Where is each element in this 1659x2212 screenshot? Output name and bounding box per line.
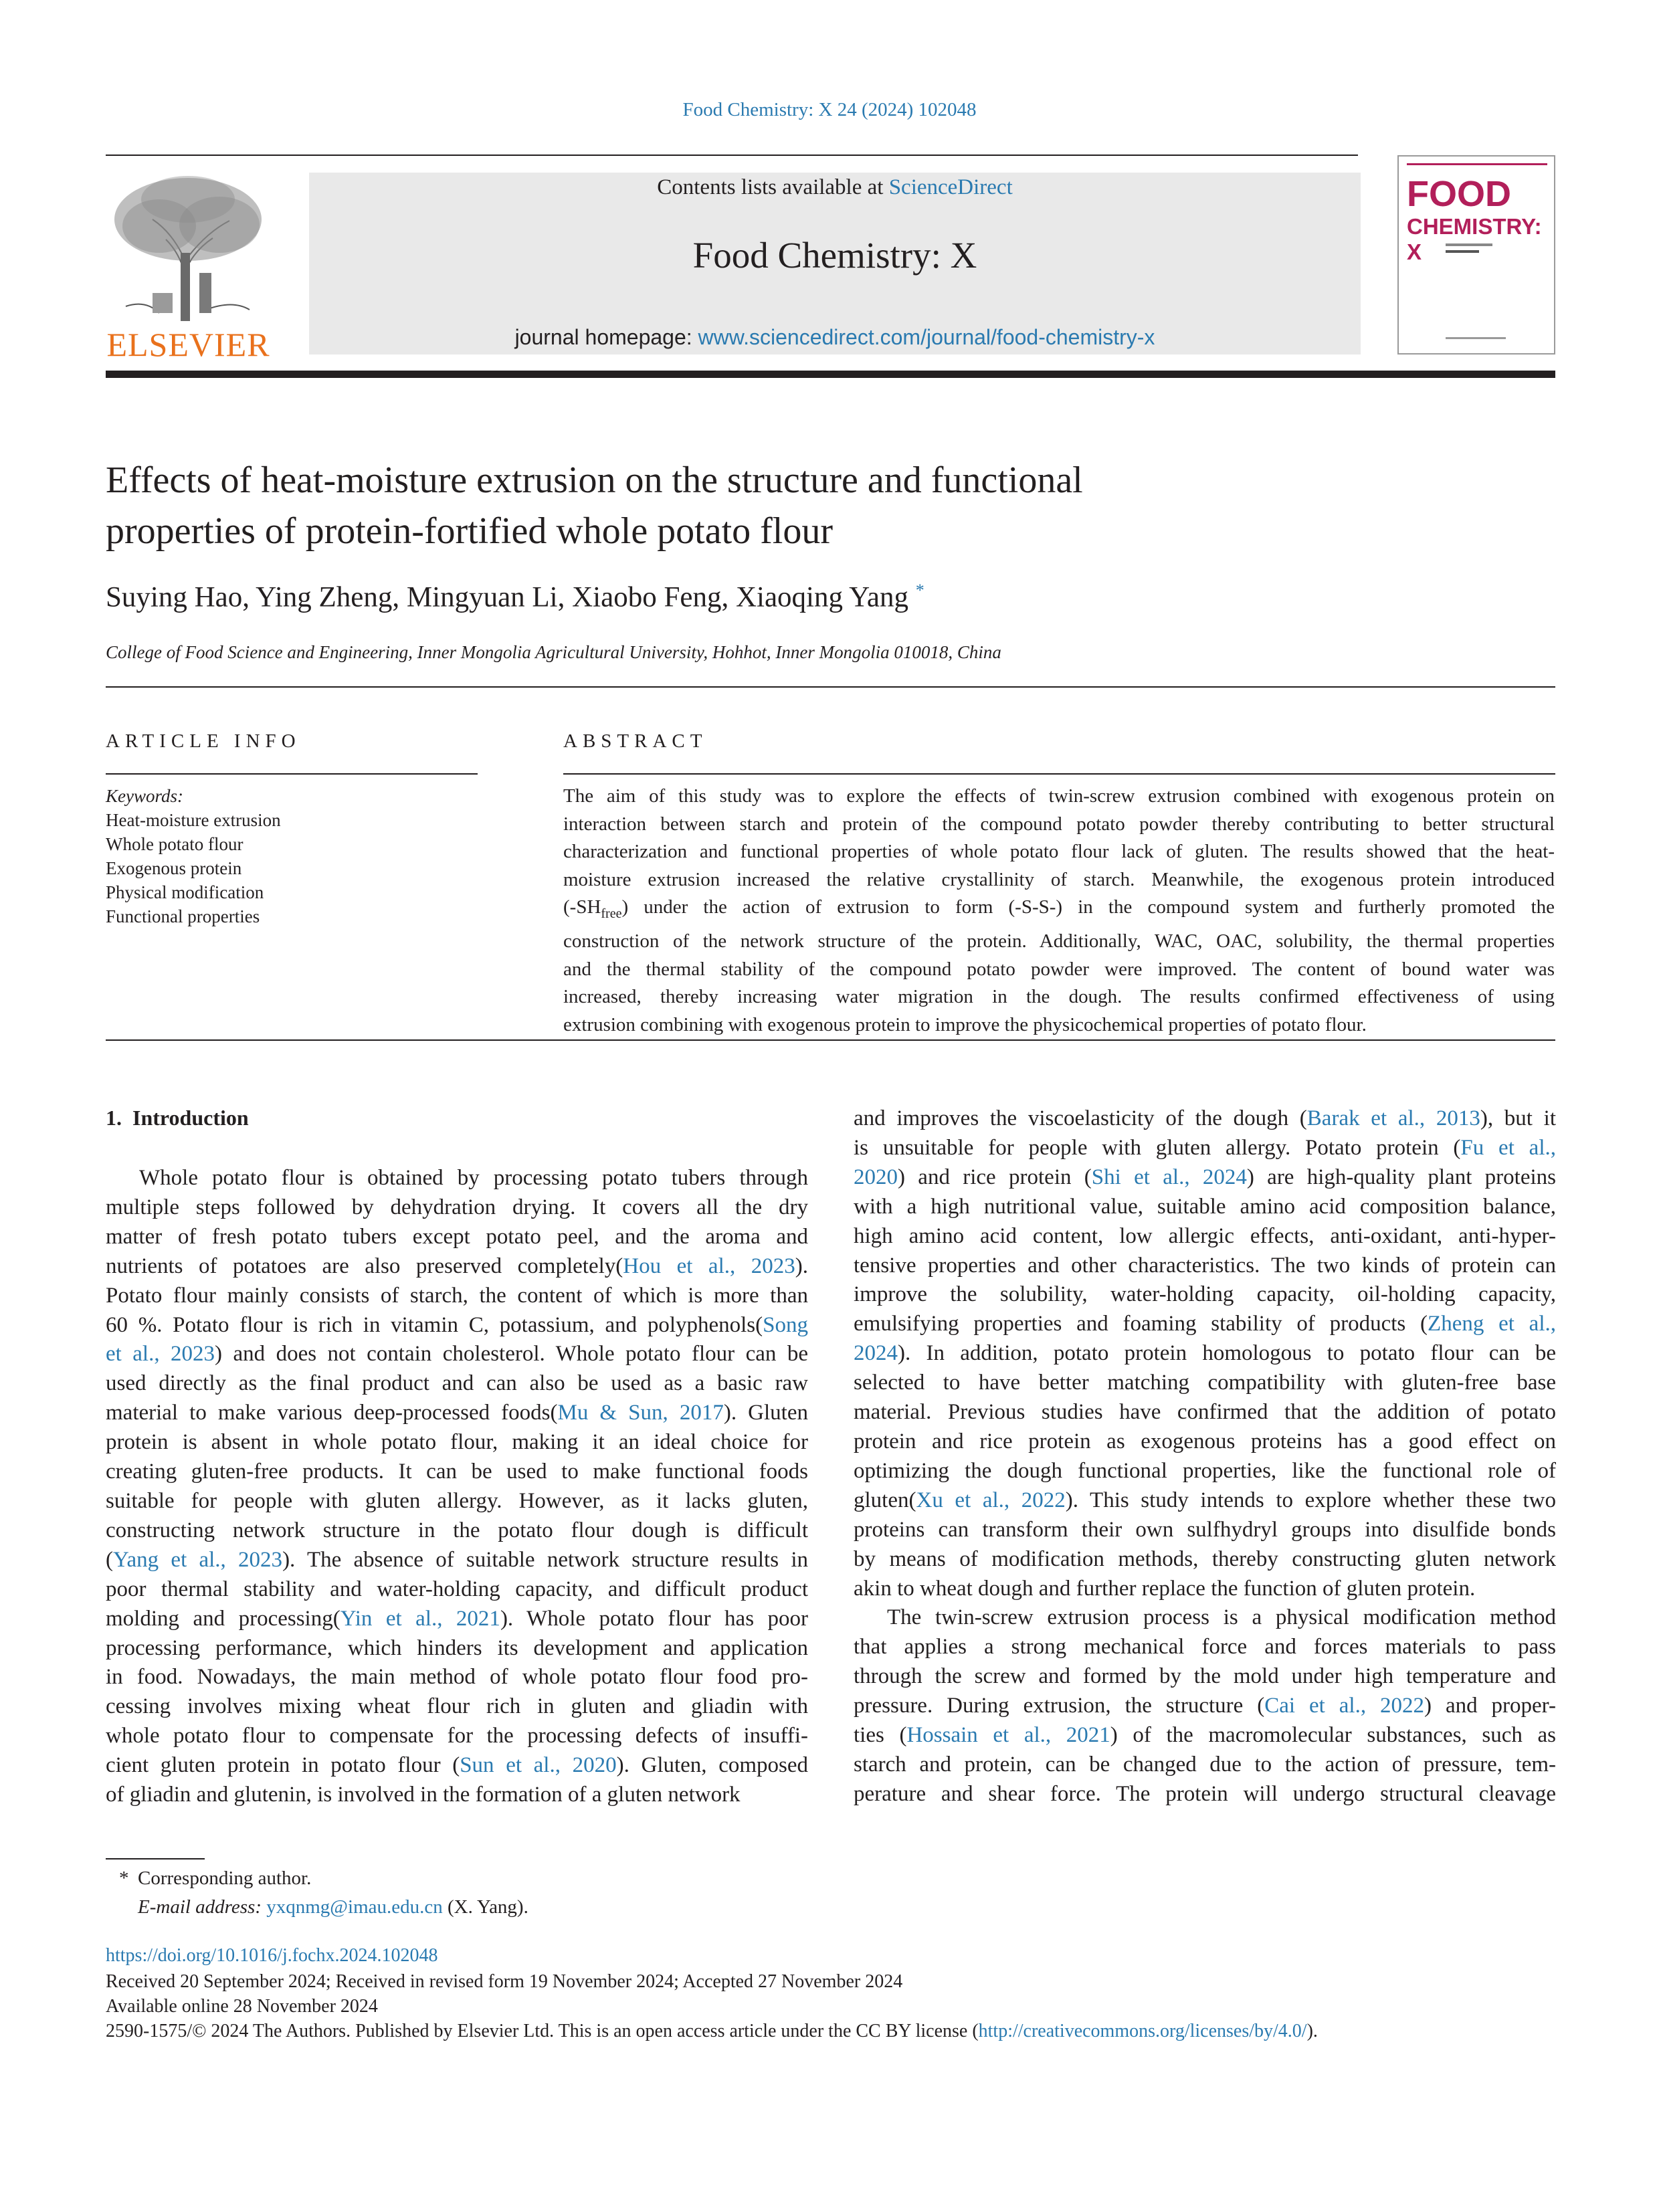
keywords-block xyxy=(106,784,480,928)
abstract-line: interaction between starch and protein of the compound potato powder thereby contributing to better structural xyxy=(563,813,1555,835)
abstract-body xyxy=(563,783,1555,1039)
abstract-line: increased, thereby increasing water migration in the dough. The results confirmed effectiveness of using xyxy=(563,986,1555,1008)
text-line: used directly as the final product and can also be used as a basic raw xyxy=(106,1371,808,1396)
journal-cover-thumbnail[interactable] xyxy=(1397,155,1555,355)
abstract-line: construction of the network structure of the protein. Additionally, WAC, OAC, solubility, the thermal properties xyxy=(563,930,1555,952)
text-line: perature and shear force. The protein will undergo structural cleavage xyxy=(854,1781,1556,1806)
text-line: constructing network structure in the potato flour dough is difficult xyxy=(106,1518,808,1542)
text-line: material to make various deep-processed foods(Mu & Sun, 2017). Gluten xyxy=(106,1401,808,1425)
text-line: multiple steps followed by dehydration drying. It covers all the dry xyxy=(106,1195,808,1219)
keyword: Physical modification xyxy=(106,882,264,902)
citation-link[interactable]: Mu & Sun, 2017 xyxy=(557,1401,724,1425)
text-line: 60 %. Potato flour is rich in vitamin C, potassium, and polyphenols(Song xyxy=(106,1312,808,1337)
text-line: ties (Hossain et al., 2021) of the macromolecular substances, such as xyxy=(854,1723,1556,1748)
running-head[interactable]: Food Chemistry: X 24 (2024) 102048 xyxy=(682,99,977,120)
cover-title-chemistry: CHEMISTRY: X xyxy=(1407,214,1542,264)
email-suffix: (X. Yang). xyxy=(442,1896,528,1918)
cover-text-line xyxy=(1446,250,1479,253)
cover-text-line xyxy=(1446,243,1492,246)
citation-link[interactable]: Shi et al., 2024 xyxy=(1091,1165,1247,1189)
license-suffix: ). xyxy=(1306,2021,1318,2041)
citation-link[interactable]: Yang et al., 2023 xyxy=(113,1547,283,1572)
subscript: free xyxy=(601,906,622,921)
abstract-line: moisture extrusion increased the relative crystallinity of starch. Meanwhile, the exogenous protein introduced xyxy=(563,868,1555,890)
tree-icon xyxy=(106,173,271,321)
citation-link[interactable]: Fu et al., xyxy=(1460,1135,1556,1160)
text-line: material. Previous studies have confirmed that the addition of potato xyxy=(854,1400,1556,1425)
abstract-line: characterization and functional properties of whole potato flour lack of gluten. The results showed that the heat- xyxy=(563,841,1555,862)
text-line: Potato flour mainly consists of starch, the content of which is more than xyxy=(106,1283,808,1308)
keyword: Functional properties xyxy=(106,906,260,926)
article-title xyxy=(106,455,1377,557)
header-rule xyxy=(106,155,1358,156)
text-line: protein is absent in whole potato flour, making it an ideal choice for xyxy=(106,1430,808,1455)
text-line: 2024). In addition, potato protein homologous to potato flour can be xyxy=(854,1341,1556,1366)
text-line: by means of modification methods, thereby constructing gluten network xyxy=(854,1546,1556,1571)
abstract-heading: ABSTRACT xyxy=(563,730,708,752)
abstract-line: The aim of this study was to explore the effects of twin-screw extrusion combined with exogenous protein on xyxy=(563,785,1555,807)
author-separator: , xyxy=(242,581,256,613)
received-dates: Received 20 September 2024; Received in revised form 19 November 2024; Accepted 27 November 2024 xyxy=(106,1971,903,1992)
text-line: The twin-screw extrusion process is a physical modification method xyxy=(887,1605,1556,1630)
sciencedirect-link[interactable]: ScienceDirect xyxy=(888,175,1013,199)
text-line: 2020) and rice protein (Shi et al., 2024) are high-quality plant proteins xyxy=(854,1165,1556,1189)
text-line: tensive properties and other characteristics. The two kinds of protein can xyxy=(854,1253,1556,1278)
text-line: creating gluten-free products. It can be used to make functional foods xyxy=(106,1460,808,1484)
journal-banner xyxy=(309,173,1361,355)
text-line: starch and protein, can be changed due to the action of pressure, tem- xyxy=(854,1752,1556,1777)
citation-link[interactable]: Yin et al., 2021 xyxy=(340,1606,500,1631)
text-line: of gliadin and glutenin, is involved in the formation of a gluten network xyxy=(106,1783,741,1807)
cover-text-line xyxy=(1446,337,1506,339)
text-line: pressure. During extrusion, the structure (Cai et al., 2022) and proper- xyxy=(854,1694,1556,1718)
citation-link[interactable]: 2020 xyxy=(854,1165,898,1189)
keyword: Heat-moisture extrusion xyxy=(106,810,281,830)
thick-header-rule xyxy=(106,371,1555,378)
citation-link[interactable]: Hou et al., 2023 xyxy=(623,1253,795,1278)
text-line: in food. Nowadays, the main method of whole potato flour food pro- xyxy=(106,1665,808,1690)
cover-title-food: FOOD xyxy=(1407,174,1511,214)
doi-link[interactable]: https://doi.org/10.1016/j.fochx.2024.102048 xyxy=(106,1945,438,1966)
keyword: Whole potato flour xyxy=(106,834,243,854)
text-line: with a high nutritional value, suitable amino acid composition balance, xyxy=(854,1194,1556,1219)
text-line: cient gluten protein in potato flour (Sun et al., 2020). Gluten, composed xyxy=(106,1753,808,1778)
journal-name: Food Chemistry: X xyxy=(692,235,977,276)
author-name[interactable]: Suying Hao xyxy=(106,581,243,613)
text-line: improve the solubility, water-holding capacity, oil-holding capacity, xyxy=(854,1282,1556,1307)
keywords-label: Keywords: xyxy=(106,786,183,806)
text-line: Whole potato flour is obtained by processing potato tubers through xyxy=(139,1166,808,1190)
section-rule xyxy=(106,1039,1555,1041)
email-label: E-mail address: xyxy=(138,1896,262,1918)
left-column-text xyxy=(106,1164,808,1810)
author-list xyxy=(106,581,924,613)
corresponding-author-note: Corresponding author. xyxy=(138,1868,312,1889)
citation-link[interactable]: 2024 xyxy=(854,1341,898,1366)
elsevier-wordmark: ELSEVIER xyxy=(106,326,270,363)
text-line: optimizing the dough functional properties, like the functional role of xyxy=(854,1458,1556,1483)
text-line: selected to have better matching compatibility with gluten-free base xyxy=(854,1371,1556,1395)
abstract-line: extrusion combining with exogenous protein to improve the physicochemical properties of potato flour. xyxy=(563,1013,1367,1035)
text-line: high amino acid content, low allergic effects, anti-oxidant, anti-hyper- xyxy=(854,1223,1556,1248)
citation-link[interactable]: Xu et al., 2022 xyxy=(916,1488,1066,1512)
license-link[interactable]: http://creativecommons.org/licenses/by/4.0/ xyxy=(978,2021,1307,2041)
available-online: Available online 28 November 2024 xyxy=(106,1996,378,2017)
text-line: emulsifying properties and foaming stability of products (Zheng et al., xyxy=(854,1312,1556,1336)
abstract-line: and the thermal stability of the compound potato powder were improved. The content of bound water was xyxy=(563,958,1555,980)
homepage-prefix: journal homepage: xyxy=(514,325,698,349)
citation-link[interactable]: et al., 2023 xyxy=(106,1342,215,1367)
author-separator: , xyxy=(392,581,407,613)
email-link[interactable]: yxqnmg@imau.edu.cn xyxy=(266,1896,443,1918)
text-line: akin to wheat dough and further replace the function of gluten protein. xyxy=(854,1576,1476,1601)
right-column-text xyxy=(854,1104,1556,1809)
cover-accent-bar xyxy=(1407,163,1547,165)
article-info-rule xyxy=(106,773,478,775)
license-statement xyxy=(106,2021,1318,2042)
text-line: matter of fresh potato tubers except potato peel, and the aroma and xyxy=(106,1224,808,1249)
citation-link[interactable]: Hossain et al., 2021 xyxy=(906,1723,1110,1748)
license-prefix: 2590-1575/© 2024 The Authors. Published by Elsevier Ltd. This is an open access article under the CC BY license ( xyxy=(106,2021,979,2041)
text-line: whole potato flour to compensate for the processing defects of insuffi- xyxy=(106,1724,808,1748)
text-line: (Yang et al., 2023). The absence of suitable network structure results in xyxy=(106,1547,808,1572)
section-rule xyxy=(106,686,1555,688)
keyword: Exogenous protein xyxy=(106,858,242,878)
author-separator: , xyxy=(557,581,573,613)
abstract-line: $(-SH_{free})$ under the action of extrusion to form (-S-S-) in the compound system and furtherly promoted the xyxy=(563,896,1555,921)
journal-homepage xyxy=(309,325,1361,350)
corresponding-author-mark[interactable]: * xyxy=(915,581,924,600)
citation-link[interactable]: Barak et al., 2013 xyxy=(1306,1106,1480,1130)
section-title: Introduction xyxy=(132,1106,249,1130)
citation-link[interactable]: Cai et al., 2022 xyxy=(1264,1694,1425,1718)
contents-availability xyxy=(309,175,1361,200)
author-name[interactable]: Xiaobo Feng xyxy=(572,581,722,613)
text-line: proteins can transform their own sulfhydryl groups into disulfide bonds xyxy=(854,1517,1556,1542)
text-line: gluten(Xu et al., 2022). This study intends to explore whether these two xyxy=(854,1488,1557,1512)
citation-link[interactable]: Zheng et al., xyxy=(1428,1312,1556,1336)
text-line: that applies a strong mechanical force and forces materials to pass xyxy=(854,1635,1556,1660)
homepage-link[interactable]: www.sciencedirect.com/journal/food-chemistry-x xyxy=(698,325,1155,349)
elsevier-logo[interactable] xyxy=(106,173,271,363)
title-line: properties of protein-fortified whole potato flour xyxy=(106,510,833,552)
affiliation: College of Food Science and Engineering, Inner Mongolia Agricultural University, Hohhot, Inner Mongolia 010018, China xyxy=(106,642,1001,662)
citation-link[interactable]: Song xyxy=(763,1312,808,1337)
author-name[interactable]: Xiaoqing Yang xyxy=(735,581,908,613)
citation-link[interactable]: Sun et al., 2020 xyxy=(460,1753,617,1778)
text-line: poor thermal stability and water-holding capacity, and difficult product xyxy=(106,1577,808,1601)
email-note xyxy=(138,1896,528,1918)
footnote-mark: * xyxy=(119,1868,129,1889)
text-line: processing performance, which hinders its development and application xyxy=(106,1635,808,1660)
text-line: protein and rice protein as exogenous proteins has a good effect on xyxy=(854,1429,1556,1453)
text-line: through the screw and formed by the mold under high temperature and xyxy=(854,1664,1556,1689)
author-separator: , xyxy=(721,581,736,613)
section-number: 1. xyxy=(106,1106,122,1130)
abstract-rule xyxy=(563,773,1555,775)
text-line: and improves the viscoelasticity of the dough (Barak et al., 2013), but it xyxy=(854,1106,1556,1130)
section-heading xyxy=(106,1106,249,1130)
text-line: suitable for people with gluten allergy. However, as it lacks gluten, xyxy=(106,1488,808,1513)
title-line: Effects of heat-moisture extrusion on the structure and functional xyxy=(106,460,1083,501)
text-line: nutrients of potatoes are also preserved completely(Hou et al., 2023). xyxy=(106,1253,808,1278)
author-name[interactable]: Ying Zheng xyxy=(256,581,393,613)
article-info-heading: ARTICLE INFO xyxy=(106,730,301,752)
text-line: cessing involves mixing wheat flour rich in gluten and gliadin with xyxy=(106,1694,808,1719)
text-line: molding and processing(Yin et al., 2021). Whole potato flour has poor xyxy=(106,1606,808,1631)
text-line: is unsuitable for people with gluten allergy. Potato protein (Fu et al., xyxy=(854,1135,1556,1160)
author-name[interactable]: Mingyuan Li xyxy=(406,581,558,613)
text-line: et al., 2023) and does not contain cholesterol. Whole potato flour can be xyxy=(106,1342,808,1367)
contents-prefix: Contents lists available at xyxy=(657,175,889,199)
footnote-rule xyxy=(106,1858,205,1859)
